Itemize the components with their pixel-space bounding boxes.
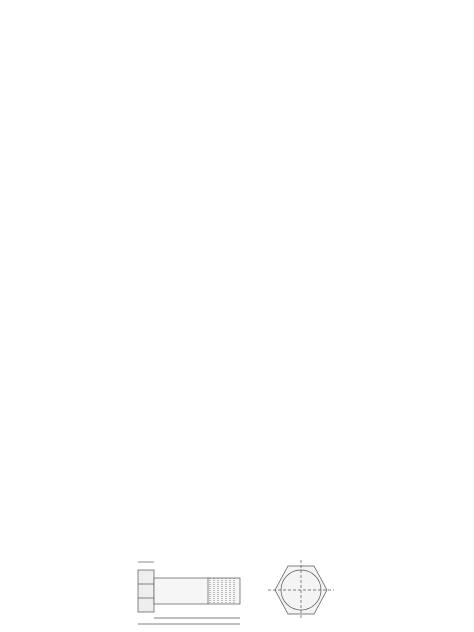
bolt-side-view — [138, 562, 240, 624]
bolt-head-view — [268, 560, 334, 620]
bolt-drawing — [118, 552, 358, 630]
